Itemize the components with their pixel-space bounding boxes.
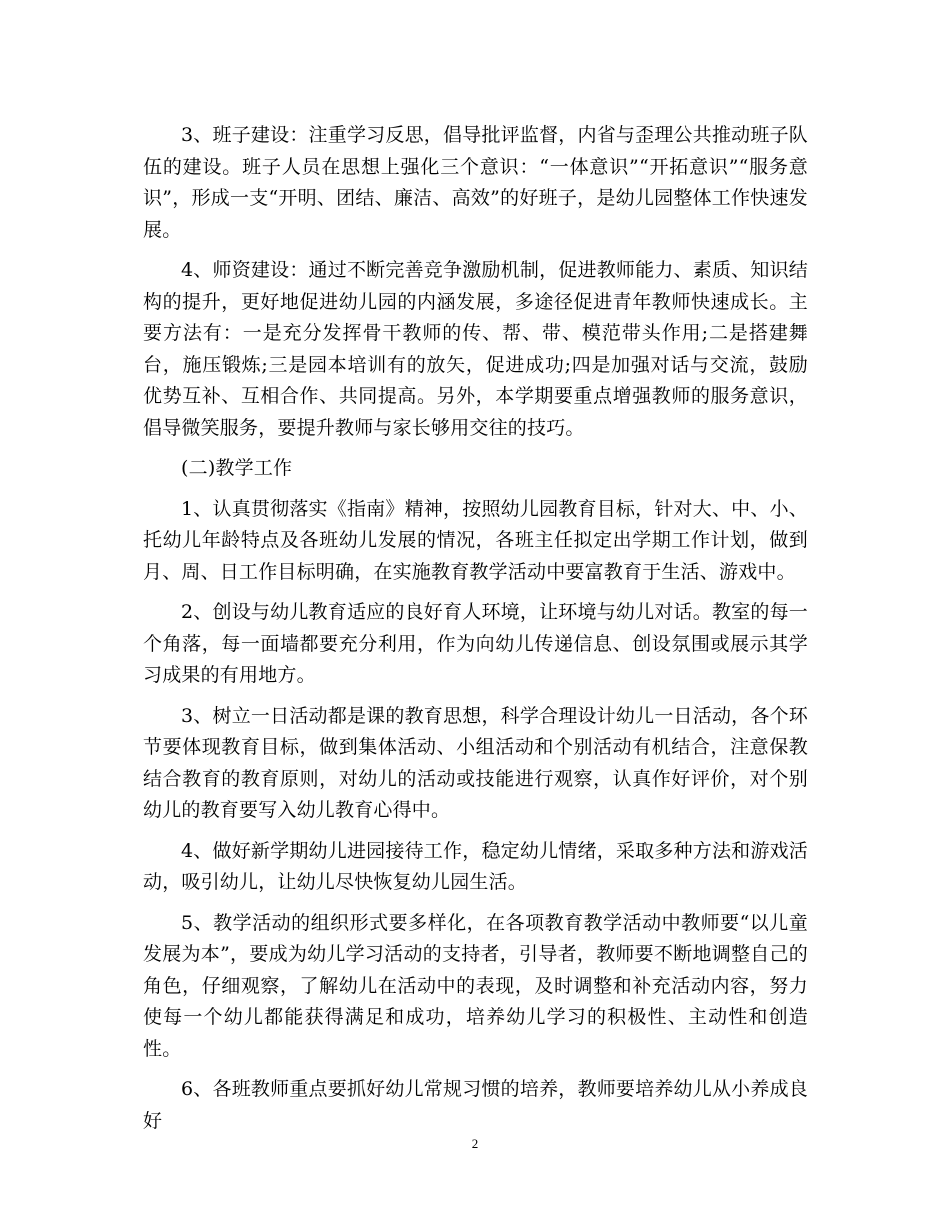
paragraph-teaching-item-6: 6、各班教师重点要抓好幼儿常规习惯的培养，教师要培养幼儿从小养成良好 bbox=[143, 1078, 808, 1132]
paragraph-teaching-item-5: 5、教学活动的组织形式要多样化，在各项教育教学活动中教师要“以儿童发展为本”，要成为幼儿学习活动的支持者，引导者，教师要不断地调整自己的角色，仔细观察，了解幼儿在活动中的表现，及时调整和补充活动内容，努力使每一个幼儿都能获得满足和成功，培养幼儿学习的积极性、主动性和创造性。 bbox=[143, 911, 808, 1060]
document-body bbox=[143, 120, 808, 1146]
section-heading-teaching-work: (二)教学工作 bbox=[181, 457, 293, 479]
paragraph-team-building: 3、班子建设：注重学习反思，倡导批评监督，内省与歪理公共推动班子队伍的建设。班子人员在思想上强化三个意识：“一体意识”“开拓意识”“服务意识”，形成一支“开明、团结、廉洁、高效”的好班子，是幼儿园整体工作快速发展。 bbox=[143, 124, 808, 241]
paragraph-teaching-item-1: 1、认真贯彻落实《指南》精神，按照幼儿园教育目标，针对大、中、小、托幼儿年龄特点及各班幼儿发展的情况，各班主任拟定出学期工作计划，做到月、周、日工作目标明确，在实施教育教学活动中要富教育于生活、游戏中。 bbox=[143, 497, 808, 583]
paragraph-teaching-item-2: 2、创设与幼儿教育适应的良好育人环境，让环境与幼儿对话。教室的每一个角落，每一面墙都要充分利用，作为向幼儿传递信息、创设氛围或展示其学习成果的有用地方。 bbox=[143, 601, 808, 686]
paragraph-faculty-building: 4、师资建设：通过不断完善竞争激励机制，促进教师能力、素质、知识结构的提升，更好地促进幼儿园的内涵发展，多途径促进青年教师快速成长。主要方法有：一是充分发挥骨干教师的传、帮、带、模范带头作用;二是搭建舞台，施压锻炼;三是园本培训有的放矢，促进成功;四是加强对话与交流，鼓励优势互补、互相合作、共同提高。另外，本学期要重点增强教师的服务意识，倡导微笑服务，要提升教师与家长够用交往的技巧。 bbox=[143, 259, 808, 439]
page-number: 2 bbox=[471, 1136, 479, 1151]
paragraph-teaching-item-4: 4、做好新学期幼儿进园接待工作，稳定幼儿情绪，采取多种方法和游戏活动，吸引幼儿，让幼儿尽快恢复幼儿园生活。 bbox=[143, 839, 808, 893]
paragraph-teaching-item-3: 3、树立一日活动都是课的教育思想，科学合理设计幼儿一日活动，各个环节要体现教育目标，做到集体活动、小组活动和个别活动有机结合，注意保教结合教育的教育原则，对幼儿的活动或技能进行观察，认真作好评价，对个别幼儿的教育要写入幼儿教育心得中。 bbox=[143, 704, 808, 821]
